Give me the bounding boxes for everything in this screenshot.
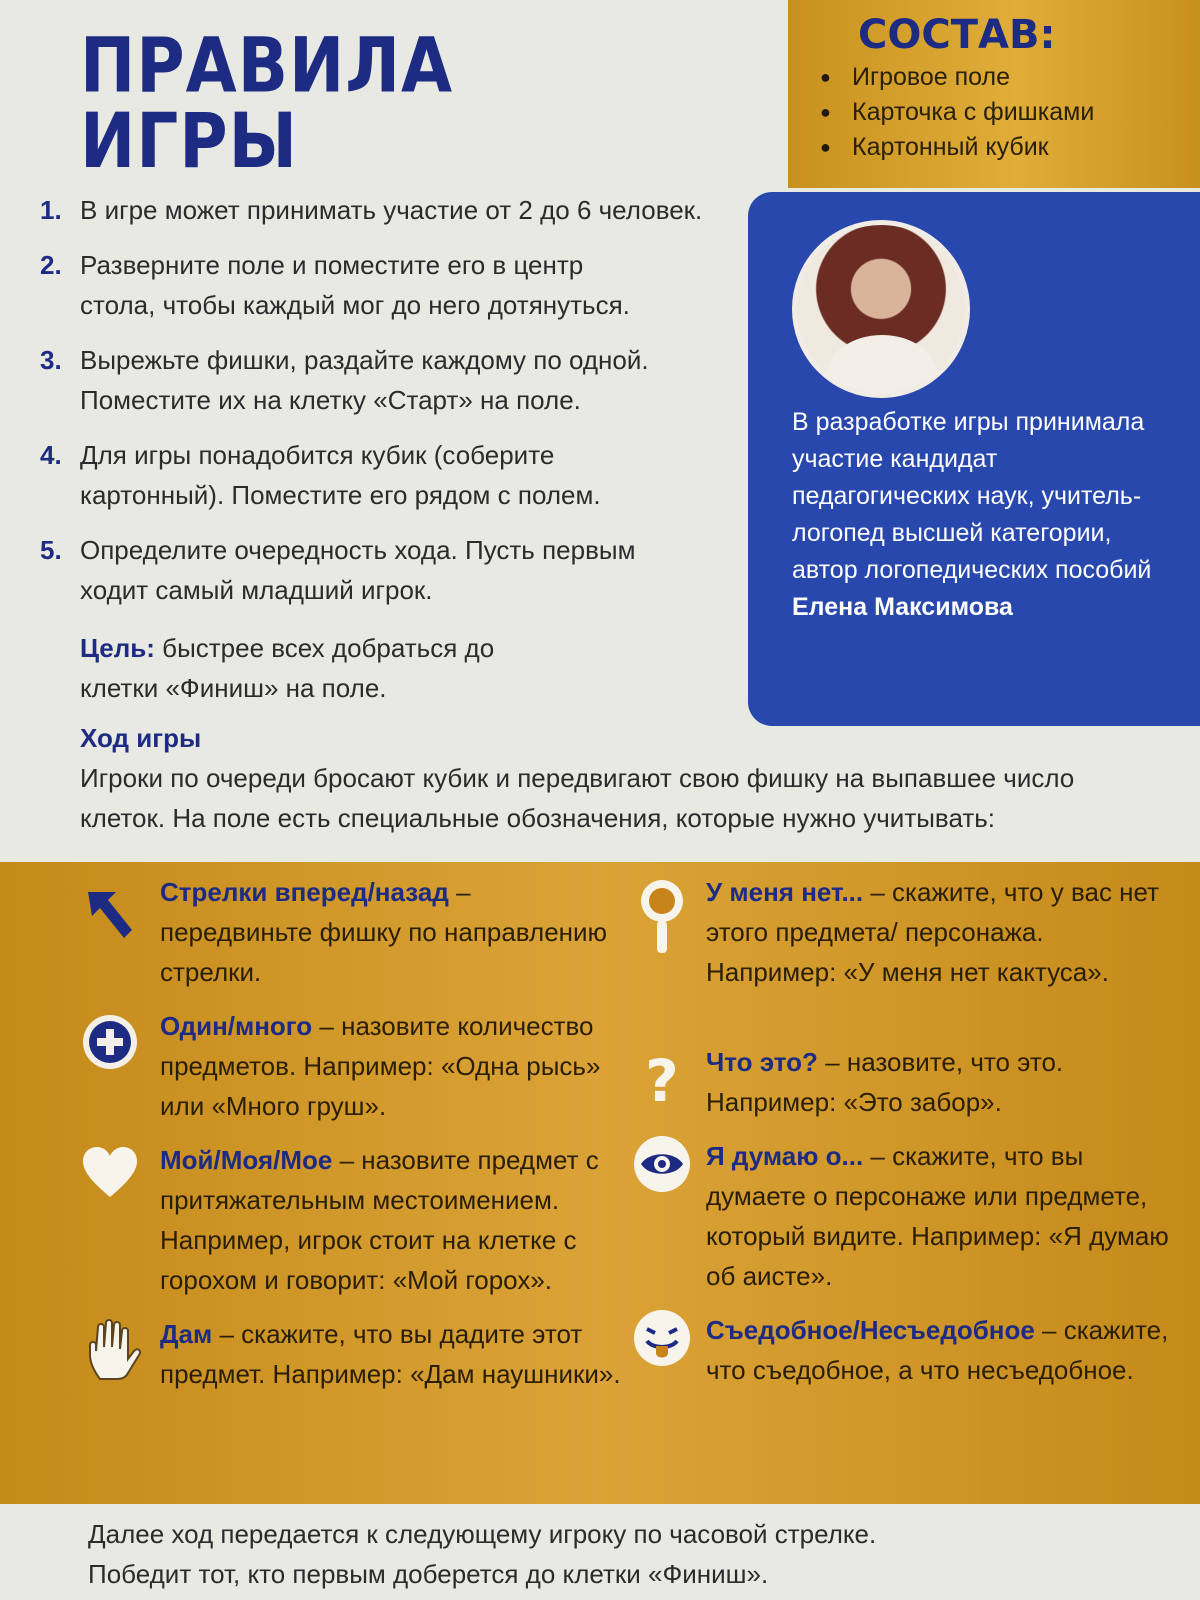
rules-list [40,190,740,625]
rule-text: В игре может принимать участие от 2 до 6 человек. [80,195,703,225]
symbol-description: – скажите, что у вас нет этого предмета/ персонажа. Например: «У меня нет кактуса». [706,877,1160,987]
author-box [748,192,1200,726]
eye-icon [632,1134,692,1194]
magnifier-icon [632,876,692,956]
rule-number: 5. [40,535,62,565]
rule-text: Определите очередность хода. Пусть первым ходит самый младший игрок. [80,535,636,605]
symbol-name: Мой/Моя/Мое [160,1145,333,1175]
heart-icon [80,1142,140,1202]
goal-description: быстрее всех добраться до клетки «Финиш» на поле. [80,633,495,703]
symbols-band [0,862,1200,1504]
rule-text: Для игры понадобится кубик (соберите картонный). Поместите его рядом с полем. [80,440,601,510]
symbol-name: У меня нет... [706,877,864,907]
symbol-give [160,1314,630,1394]
question-icon: ? [645,1047,679,1115]
goal-text [80,628,500,708]
symbol-edible [706,1310,1176,1390]
composition-item: ● Картонный кубик [820,130,1094,165]
symbol-description: – передвиньте фишку по направлению стрелки. [160,877,608,987]
rule-text: Вырежьте фишки, раздайте каждому по одной. Поместите их на клетку «Старт» на поле. [80,345,649,415]
hand-icon [84,1320,144,1380]
symbol-description: – скажите, что вы дадите этот предмет. Например: «Дам наушники». [160,1319,621,1389]
rule-item [40,340,740,420]
rule-item [40,190,740,230]
title-line-2: ИГРЫ [80,97,299,186]
arrow-icon [80,884,140,944]
symbol-description: – назовите, что это. Например: «Это забор». [706,1047,1064,1117]
author-description: В разработке игры принимала участие кандидат педагогических наук, учитель-логопед высшей категории, автор логопедических пособий [792,408,1152,584]
symbol-name: Я думаю о... [706,1141,864,1171]
symbol-name: Дам [160,1319,213,1349]
symbol-i-think [706,1136,1176,1296]
rule-item [40,530,740,610]
composition-item: ● Игровое поле [820,60,1094,95]
symbol-description: – скажите, что вы думаете о персонаже или предмете, который видите. Например: «Я думаю об аисте». [706,1141,1169,1291]
rule-number: 2. [40,250,62,280]
symbol-mine [160,1140,630,1300]
move-title: Ход игры [80,723,202,753]
symbol-name: Съедобное/Несъедобное [706,1315,1035,1345]
rule-number: 4. [40,440,62,470]
rule-number: 1. [40,195,62,225]
footer-line-2: Победит тот, кто первым доберется до клетки «Финиш». [88,1559,769,1589]
symbol-name: Стрелки вперед/назад [160,877,449,907]
tongue-face-icon [632,1308,692,1368]
composition-box [788,0,1200,188]
symbol-dont-have [706,872,1176,992]
goal-label: Цель: [80,633,155,663]
symbol-arrows [160,872,630,992]
symbol-one-many [160,1006,630,1126]
footer-text [88,1514,1148,1594]
symbol-description: – скажите, что съедобное, а что несъедобное. [706,1315,1169,1385]
symbol-description: – назовите предмет с притяжательным местоимением. Например, игрок стоит на клетке с горохом и говорит: «Мой горох». [160,1145,599,1295]
rule-number: 3. [40,345,62,375]
symbol-name: Что это? [706,1047,818,1077]
symbol-what-is [706,1042,1176,1122]
author-name: Елена Максимова [792,593,1013,621]
plus-icon [80,1012,140,1072]
composition-list [820,60,1094,165]
composition-item: ● Карточка с фишками [820,95,1094,130]
author-avatar [792,220,970,398]
page-title [80,21,454,186]
composition-title: СОСТАВ: [858,12,1056,58]
symbol-name: Один/много [160,1011,313,1041]
title-line-1: ПРАВИЛА [80,21,454,110]
rule-item [40,245,740,325]
rule-text: Разверните поле и поместите его в центр стола, чтобы каждый мог до него дотянуться. [80,250,630,320]
symbol-description: – назовите количество предметов. Например: «Одна рысь» или «Много груш». [160,1011,601,1121]
footer-line-1: Далее ход передается к следующему игроку по часовой стрелке. [88,1519,877,1549]
move-description: Игроки по очереди бросают кубик и передвигают свою фишку на выпавшее число клеток. На поле есть специальные обозначения, которые нужно учитывать: [80,763,1075,833]
author-text [792,404,1182,626]
rule-item [40,435,740,515]
